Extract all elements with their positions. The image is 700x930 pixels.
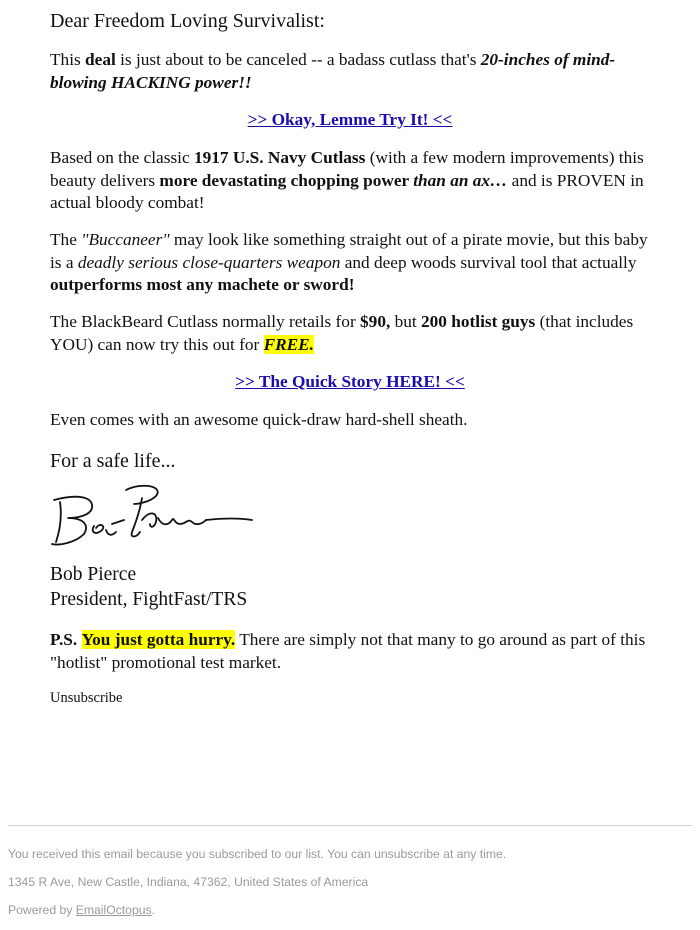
text-run: deal (85, 50, 116, 69)
text-run: outperforms most any machete or sword! (50, 275, 355, 294)
footer-divider (8, 825, 692, 826)
cta-try-it-link[interactable]: >> Okay, Lemme Try It! << (247, 110, 453, 129)
signature-icon (46, 480, 256, 552)
greeting: Dear Freedom Loving Survivalist: (50, 10, 325, 32)
sheath-paragraph: Even comes with an awesome quick-draw hard-shell sheath. (50, 410, 468, 429)
sender-name: Bob Pierce (50, 564, 137, 585)
text-run: and is PROVEN in actual bloody combat! (50, 170, 644, 212)
text-run: is just about to be canceled -- a badass cutlass that's (115, 50, 481, 69)
text-run: "Buccaneer" (81, 230, 170, 249)
text-run: This (50, 50, 86, 69)
text-run: $90, (360, 312, 391, 331)
text-run: Powered by (8, 903, 76, 917)
text-run: The BlackBeard Cutlass normally retails for (50, 312, 361, 331)
cta-try-it (50, 109, 650, 131)
text-run: may look like something straight out of a pirate movie, but this baby is a (50, 230, 648, 272)
text-run: P.S. (50, 630, 78, 649)
text-run: than an ax… (413, 170, 508, 190)
text-run: There are simply not that many to go around as part of this "hotlist" promotional test market. (50, 630, 646, 672)
text-run: and deep woods survival tool that actually (340, 252, 637, 272)
text-run: Based on the classic (50, 148, 194, 167)
text-run: 200 hotlist guys (421, 312, 536, 331)
intro-paragraph (50, 49, 650, 94)
buccaneer-paragraph (50, 229, 650, 297)
text-run: but (390, 312, 422, 331)
footer-address: 1345 R Ave, New Castle, Indiana, 47362, United States of America (8, 875, 369, 889)
text-run: 20-inches of mind-blowing HACKING power!! (50, 50, 616, 92)
sender-block (50, 563, 247, 612)
price-paragraph (50, 311, 650, 356)
text-run: The (50, 230, 82, 249)
footer-powered-by (8, 902, 155, 918)
unsubscribe-link[interactable]: Unsubscribe (50, 690, 123, 706)
free-highlight: FREE. (263, 334, 315, 354)
ps-paragraph (50, 629, 650, 674)
footer-reason: You received this email because you subscribed to our list. You can unsubscribe at any time. (8, 847, 507, 861)
signoff: For a safe life... (50, 450, 176, 472)
text-run: (with a few modern improvements) this beauty delivers (50, 148, 644, 190)
cta-quick-story (50, 371, 650, 393)
text-run (77, 630, 81, 649)
sender-title: President, FightFast/TRS (50, 588, 248, 610)
text-run: deadly serious close-quarters weapon (77, 252, 341, 272)
cutlass-paragraph (50, 147, 650, 215)
text-run: . (151, 903, 156, 917)
text-run: (that includes YOU) can now try this out for (50, 312, 634, 354)
text-run: more devastating chopping power (159, 170, 414, 190)
cta-quick-story-link[interactable]: >> The Quick Story HERE! << (235, 372, 465, 391)
hurry-highlight: You just gotta hurry. (81, 630, 236, 649)
emailoctopus-link[interactable]: EmailOctopus (75, 903, 152, 917)
text-run: 1917 U.S. Navy Cutlass (193, 148, 366, 167)
